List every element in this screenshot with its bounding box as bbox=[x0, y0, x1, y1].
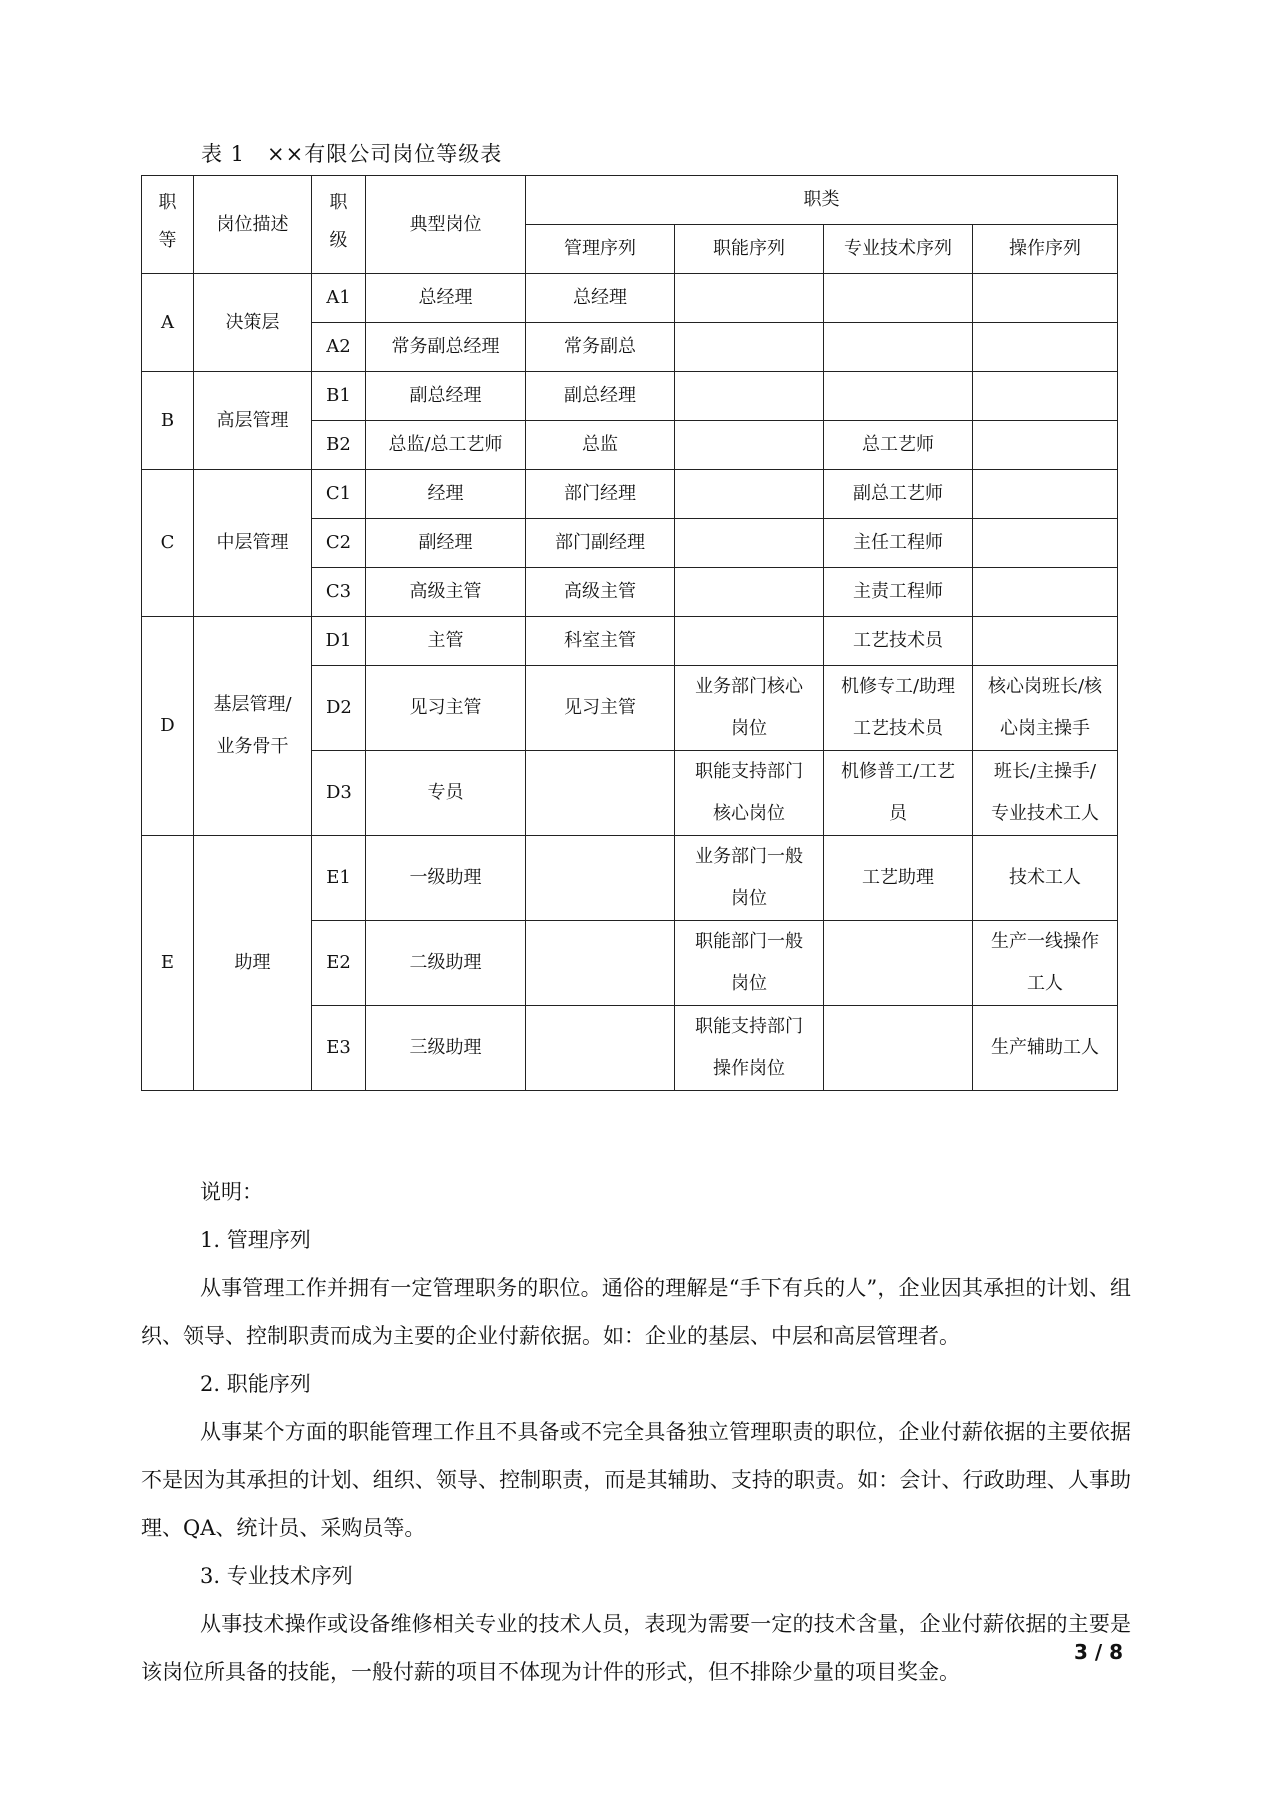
header-oper: 操作序列 bbox=[973, 225, 1118, 274]
func-cell: 业务部门核心岗位 bbox=[675, 666, 824, 751]
tech-cell: 总工艺师 bbox=[824, 421, 973, 470]
typical-cell: 见习主管 bbox=[366, 666, 526, 751]
tech-cell: 副总工艺师 bbox=[824, 470, 973, 519]
mgmt-cell bbox=[526, 751, 675, 836]
oper-cell bbox=[973, 421, 1118, 470]
oper-cell bbox=[973, 372, 1118, 421]
tech-cell bbox=[824, 1006, 973, 1091]
func-cell bbox=[675, 372, 824, 421]
func-cell bbox=[675, 617, 824, 666]
oper-cell bbox=[973, 470, 1118, 519]
section-2-title: 2. 职能序列 bbox=[200, 1372, 311, 1396]
typical-cell: 总经理 bbox=[366, 274, 526, 323]
level-cell: B2 bbox=[312, 421, 366, 470]
tech-cell: 主责工程师 bbox=[824, 568, 973, 617]
header-desc: 岗位描述 bbox=[194, 176, 312, 274]
header-typical: 典型岗位 bbox=[366, 176, 526, 274]
level-cell: C3 bbox=[312, 568, 366, 617]
level-cell: D2 bbox=[312, 666, 366, 751]
tech-cell bbox=[824, 323, 973, 372]
header-category: 职类 bbox=[526, 176, 1118, 225]
level-cell: B1 bbox=[312, 372, 366, 421]
tech-cell bbox=[824, 921, 973, 1006]
oper-cell: 生产一线操作工人 bbox=[973, 921, 1118, 1006]
func-cell: 业务部门一般岗位 bbox=[675, 836, 824, 921]
header-level: 职级 bbox=[312, 176, 366, 274]
typical-cell: 常务副总经理 bbox=[366, 323, 526, 372]
header-tech: 专业技术序列 bbox=[824, 225, 973, 274]
page-number: 3 / 8 bbox=[1073, 1640, 1123, 1664]
level-cell: C1 bbox=[312, 470, 366, 519]
mgmt-cell: 常务副总 bbox=[526, 323, 675, 372]
mgmt-cell: 部门副经理 bbox=[526, 519, 675, 568]
table-row bbox=[142, 836, 1118, 921]
desc-cell: 中层管理 bbox=[194, 470, 312, 617]
func-cell: 职能支持部门操作岗位 bbox=[675, 1006, 824, 1091]
typical-cell: 主管 bbox=[366, 617, 526, 666]
section-3-title: 3. 专业技术序列 bbox=[200, 1564, 353, 1588]
mgmt-cell bbox=[526, 1006, 675, 1091]
oper-cell: 技术工人 bbox=[973, 836, 1118, 921]
tech-cell: 机修专工/助理工艺技术员 bbox=[824, 666, 973, 751]
notes-title: 说明： bbox=[200, 1180, 263, 1204]
func-cell bbox=[675, 274, 824, 323]
grade-table bbox=[141, 175, 1118, 1091]
oper-cell: 班长/主操手/专业技术工人 bbox=[973, 751, 1118, 836]
section-2-text: 从事某个方面的职能管理工作且不具备或不完全具备独立管理职责的职位，企业付薪依据的主要依据不是因为其承担的计划、组织、领导、控制职责，而是其辅助、支持的职责。如：会计、行政助理、人事助理、QA、统计员、采购员等。 bbox=[141, 1420, 1131, 1540]
mgmt-cell: 高级主管 bbox=[526, 568, 675, 617]
oper-cell: 生产辅助工人 bbox=[973, 1006, 1118, 1091]
grade-cell: E bbox=[142, 836, 194, 1091]
desc-cell: 助理 bbox=[194, 836, 312, 1091]
header-grade: 职等 bbox=[142, 176, 194, 274]
typical-cell: 三级助理 bbox=[366, 1006, 526, 1091]
level-cell: A1 bbox=[312, 274, 366, 323]
notes-section bbox=[141, 1168, 1131, 1696]
level-cell: D3 bbox=[312, 751, 366, 836]
tech-cell bbox=[824, 372, 973, 421]
table-row bbox=[142, 372, 1118, 421]
oper-cell bbox=[973, 568, 1118, 617]
mgmt-cell bbox=[526, 921, 675, 1006]
grade-cell: B bbox=[142, 372, 194, 470]
oper-cell bbox=[973, 274, 1118, 323]
oper-cell bbox=[973, 617, 1118, 666]
table-row bbox=[142, 617, 1118, 666]
typical-cell: 一级助理 bbox=[366, 836, 526, 921]
func-cell bbox=[675, 568, 824, 617]
desc-cell: 高层管理 bbox=[194, 372, 312, 470]
func-cell bbox=[675, 323, 824, 372]
level-cell: C2 bbox=[312, 519, 366, 568]
table-row bbox=[142, 274, 1118, 323]
section-1-title: 1. 管理序列 bbox=[200, 1228, 311, 1252]
level-cell: E1 bbox=[312, 836, 366, 921]
grade-cell: C bbox=[142, 470, 194, 617]
desc-cell: 基层管理/业务骨干 bbox=[194, 617, 312, 836]
func-cell bbox=[675, 519, 824, 568]
level-cell: D1 bbox=[312, 617, 366, 666]
level-cell: E3 bbox=[312, 1006, 366, 1091]
tech-cell bbox=[824, 274, 973, 323]
oper-cell: 核心岗班长/核心岗主操手 bbox=[973, 666, 1118, 751]
level-cell: E2 bbox=[312, 921, 366, 1006]
oper-cell bbox=[973, 519, 1118, 568]
tech-cell: 主任工程师 bbox=[824, 519, 973, 568]
table-row bbox=[142, 470, 1118, 519]
typical-cell: 副经理 bbox=[366, 519, 526, 568]
section-1-text: 从事管理工作并拥有一定管理职务的职位。通俗的理解是“手下有兵的人”，企业因其承担的计划、组织、领导、控制职责而成为主要的企业付薪依据。如：企业的基层、中层和高层管理者。 bbox=[141, 1276, 1131, 1348]
header-mgmt: 管理序列 bbox=[526, 225, 675, 274]
mgmt-cell: 见习主管 bbox=[526, 666, 675, 751]
oper-cell bbox=[973, 323, 1118, 372]
mgmt-cell bbox=[526, 836, 675, 921]
func-cell bbox=[675, 421, 824, 470]
level-cell: A2 bbox=[312, 323, 366, 372]
func-cell: 职能支持部门核心岗位 bbox=[675, 751, 824, 836]
mgmt-cell: 总经理 bbox=[526, 274, 675, 323]
mgmt-cell: 科室主管 bbox=[526, 617, 675, 666]
typical-cell: 总监/总工艺师 bbox=[366, 421, 526, 470]
func-cell: 职能部门一般岗位 bbox=[675, 921, 824, 1006]
mgmt-cell: 总监 bbox=[526, 421, 675, 470]
desc-cell: 决策层 bbox=[194, 274, 312, 372]
tech-cell: 工艺助理 bbox=[824, 836, 973, 921]
grade-cell: A bbox=[142, 274, 194, 372]
header-func: 职能序列 bbox=[675, 225, 824, 274]
table-caption: 表 1 ××有限公司岗位等级表 bbox=[201, 142, 503, 166]
grade-cell: D bbox=[142, 617, 194, 836]
typical-cell: 二级助理 bbox=[366, 921, 526, 1006]
tech-cell: 机修普工/工艺员 bbox=[824, 751, 973, 836]
mgmt-cell: 部门经理 bbox=[526, 470, 675, 519]
mgmt-cell: 副总经理 bbox=[526, 372, 675, 421]
typical-cell: 专员 bbox=[366, 751, 526, 836]
func-cell bbox=[675, 470, 824, 519]
typical-cell: 副总经理 bbox=[366, 372, 526, 421]
tech-cell: 工艺技术员 bbox=[824, 617, 973, 666]
section-3-text: 从事技术操作或设备维修相关专业的技术人员，表现为需要一定的技术含量，企业付薪依据的主要是该岗位所具备的技能，一般付薪的项目不体现为计件的形式，但不排除少量的项目奖金。 bbox=[141, 1612, 1131, 1684]
typical-cell: 经理 bbox=[366, 470, 526, 519]
typical-cell: 高级主管 bbox=[366, 568, 526, 617]
